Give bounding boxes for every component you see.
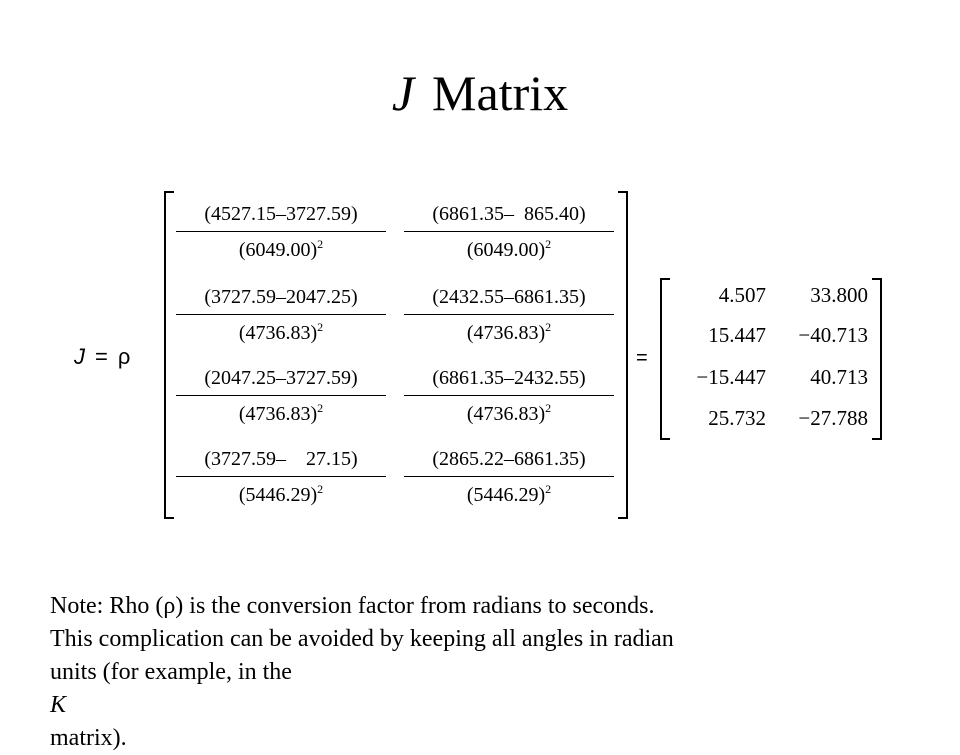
note-line: This complication can be avoided by keeping all angles in radian [50,626,674,652]
k-matrix-variable: K [50,692,67,718]
left-matrix-cell [404,200,614,264]
result-matrix-cell: 40.713 [810,365,868,389]
fraction-denominator: $(5446.29)^2$ [466,482,552,506]
fraction-numerator: (3727.59– 27.15) [204,448,358,470]
fraction-numerator: (6861.35–2432.55) [432,367,586,389]
left-matrix-open-bracket [164,191,174,519]
lhs-variable: J [74,344,85,369]
fraction-numerator: (6861.35– 865.40) [432,203,586,225]
result-matrix-cell: −27.788 [798,406,868,430]
fraction-bar [404,395,614,396]
result-matrix-cell: 4.507 [718,283,766,307]
left-matrix-cell [176,445,386,509]
title-variable: J [391,65,415,121]
fraction-numerator: (2865.22–6861.35) [432,448,586,470]
note-paragraph [50,590,930,755]
left-matrix-cell [404,364,614,428]
left-matrix-cell [404,283,614,347]
title-text: Matrix [432,65,569,121]
fraction-denominator: $(5446.29)^2$ [238,482,324,506]
left-matrix-cell [404,445,614,509]
fraction-bar [176,314,386,315]
rho-symbol: ρ [117,344,131,369]
note-line: Note: Rho (ρ) is the conversion factor from radians to seconds. [50,593,655,619]
fraction-numerator: (2047.25–3727.59) [204,367,358,389]
fraction-bar [404,314,614,315]
result-matrix-cell: −40.713 [798,323,868,347]
fraction-denominator: $(4736.83)^2$ [238,401,324,425]
result-matrix-cell: 25.732 [708,406,766,430]
fraction-denominator: $(6049.00)^2$ [466,237,552,261]
result-matrix-cell: 33.800 [810,283,868,307]
slide-title [0,58,960,128]
fraction-bar [176,231,386,232]
fraction-denominator: $(4736.83)^2$ [238,320,324,344]
fraction-denominator: $(4736.83)^2$ [466,401,552,425]
lhs-equals-sign: = [95,344,108,369]
fraction-bar [176,395,386,396]
fraction-numerator: (3727.59–2047.25) [204,286,358,308]
fraction-denominator: $(6049.00)^2$ [238,237,324,261]
left-matrix-cell [176,364,386,428]
note-line: units (for example, in the K matrix). [50,659,292,751]
fraction-bar [176,476,386,477]
left-matrix-close-bracket [618,191,628,519]
fraction-denominator: $(4736.83)^2$ [466,320,552,344]
result-equals-sign: = [636,347,648,369]
left-matrix-cell [176,283,386,347]
result-matrix-open-bracket [660,278,670,440]
equation-lhs [74,342,130,372]
result-matrix-cell: 15.447 [708,323,766,347]
result-matrix-close-bracket [872,278,882,440]
left-matrix-cell [176,200,386,264]
result-matrix-cell: −15.447 [696,365,766,389]
fraction-numerator: (2432.55–6861.35) [432,286,586,308]
fraction-bar [404,231,614,232]
fraction-bar [404,476,614,477]
fraction-numerator: (4527.15–3727.59) [204,203,358,225]
